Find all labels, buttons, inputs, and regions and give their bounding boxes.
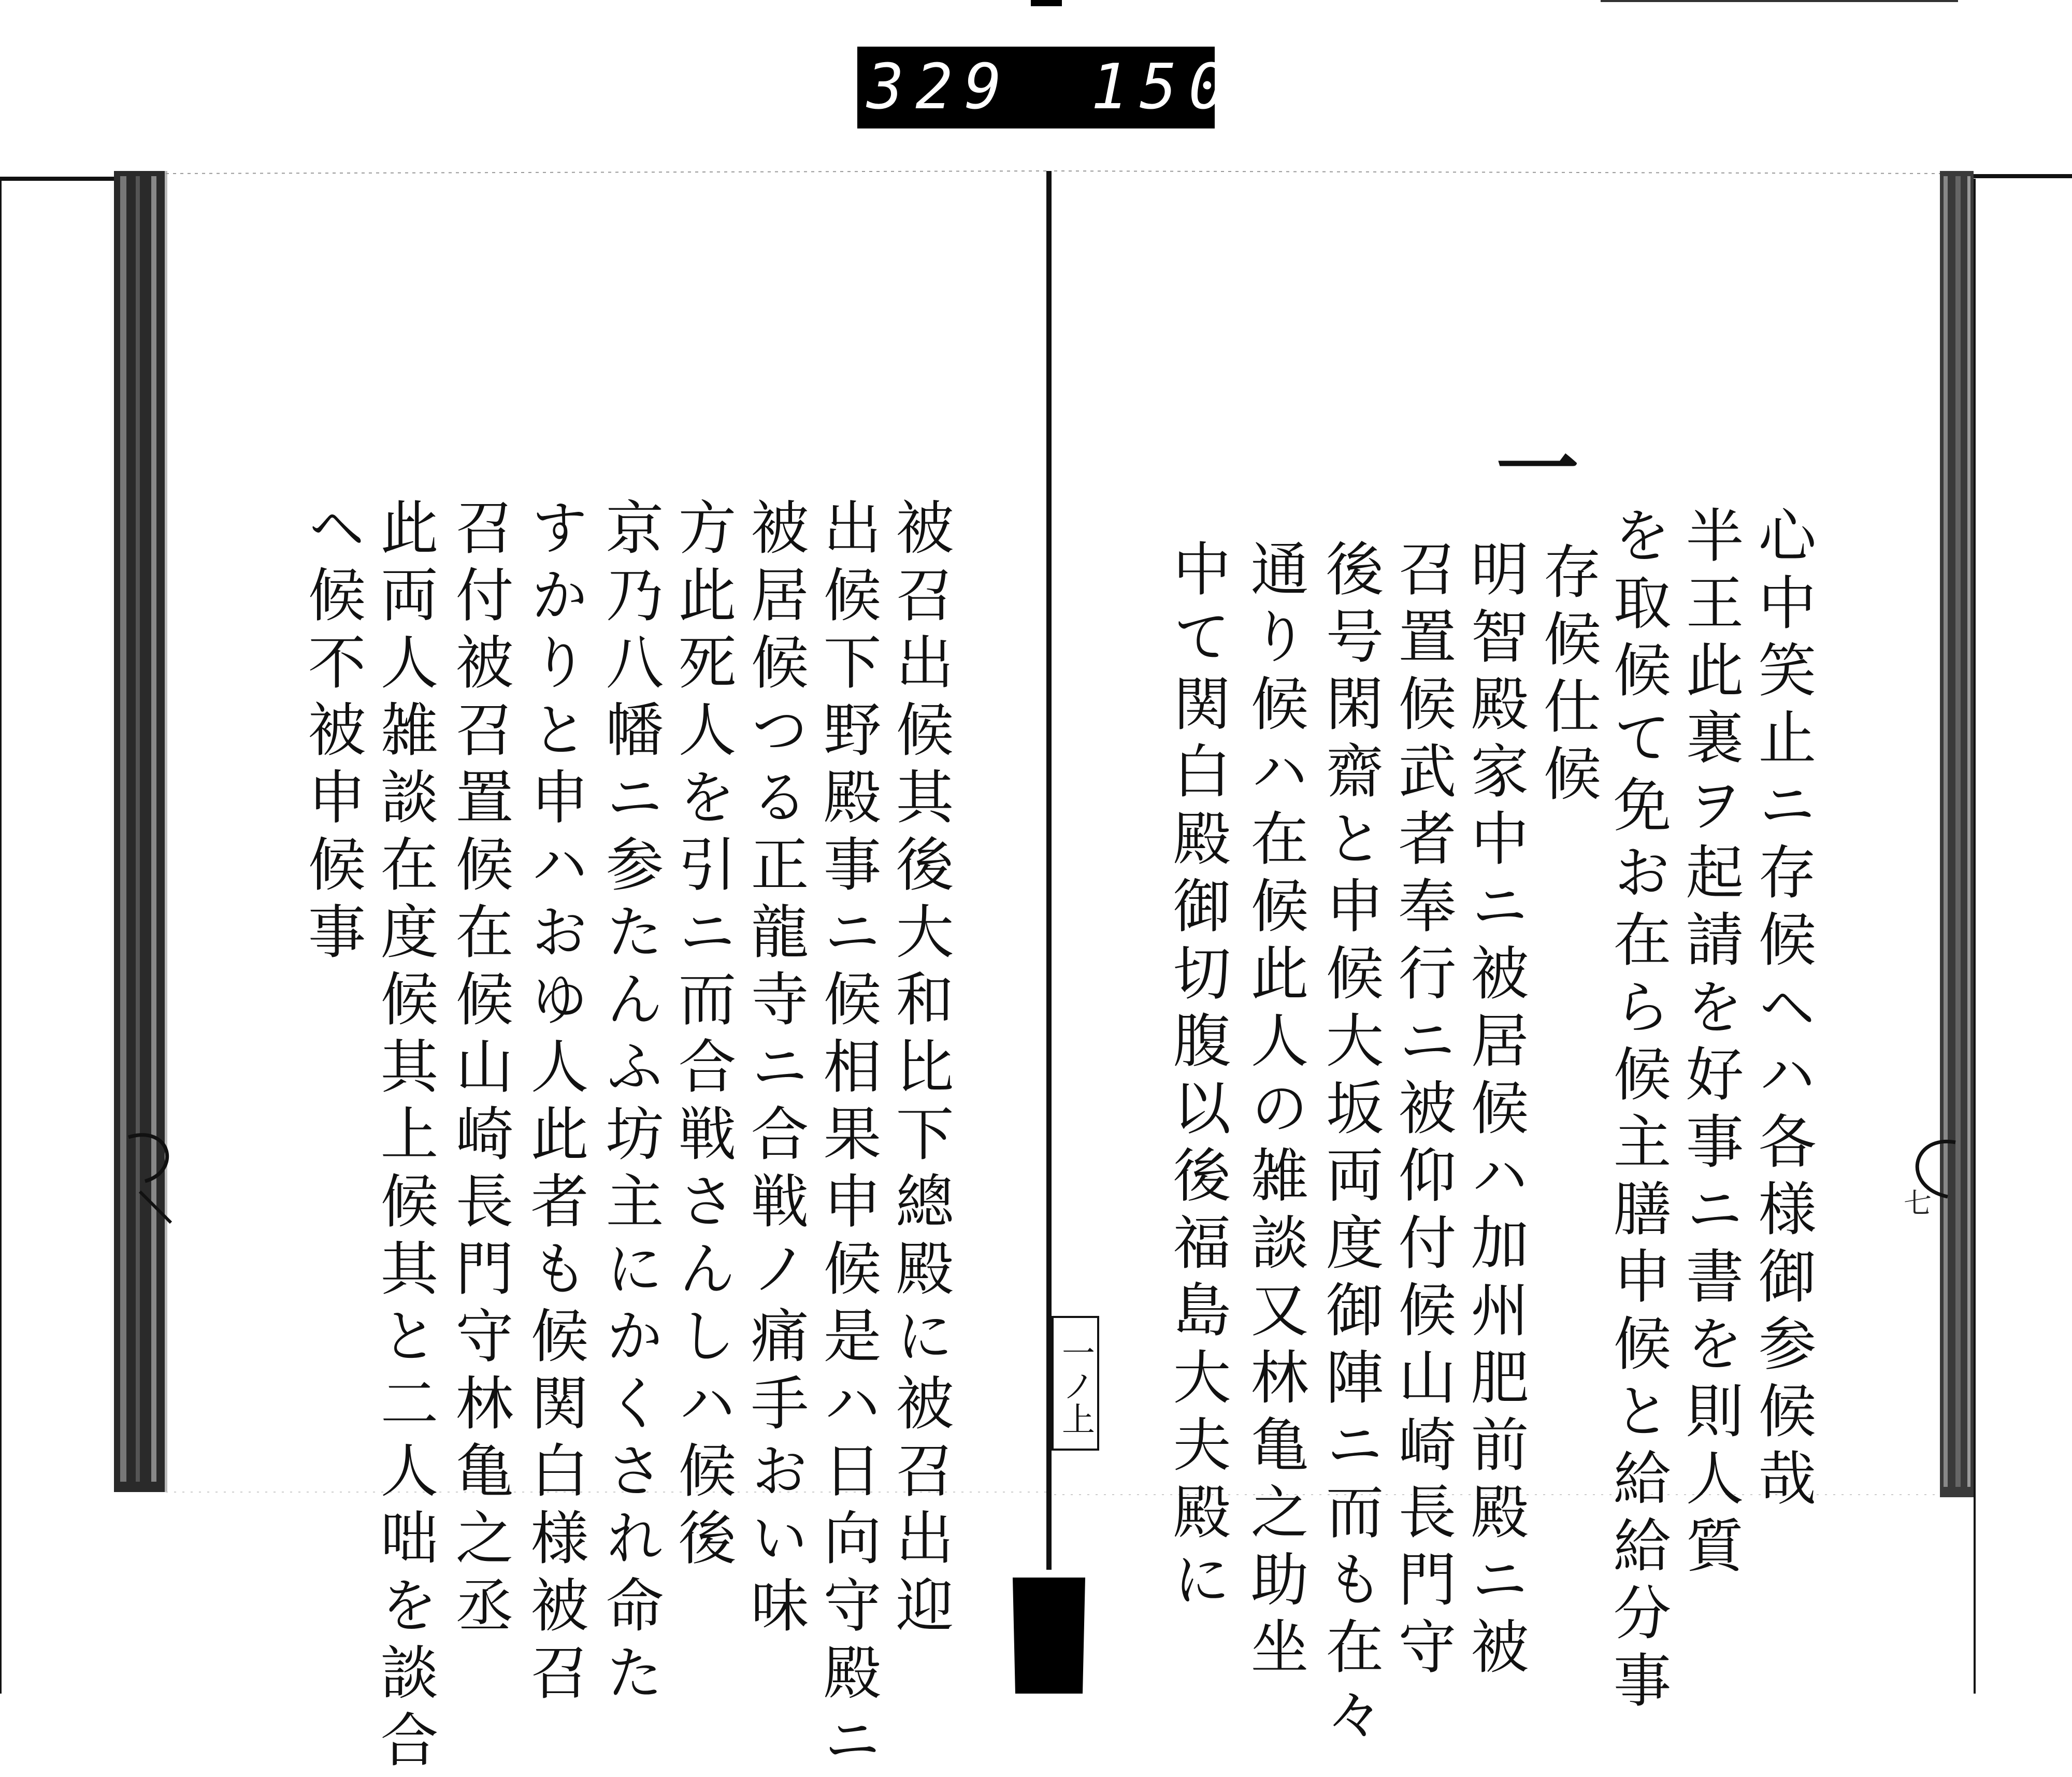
reel-number: 329: [867, 51, 1013, 123]
right-column-2: 半王此裏ヲ起請を好事ニ書を則人質: [1676, 505, 1744, 1583]
folio-label: 一ノ上: [1052, 1316, 1099, 1451]
right-column-5: 明智殿家中ニ被居候ハ加州肥前殿ニ被: [1461, 539, 1529, 1684]
page-number: 七: [1904, 1187, 1932, 1220]
left-column-8: 此両人雑談在度候其上候其と二人咄を談合: [371, 497, 438, 1777]
right-column-7: 後号閑齋と申候大坂両度御陣ニ而も在々: [1316, 539, 1384, 1751]
right-column-8: 通り候ハ在候此人の雑談又林亀之助坐: [1241, 539, 1308, 1684]
right-column-1: 心中笑止ニ存候ヘハ各様御参候哉: [1749, 505, 1816, 1515]
left-column-5: 京乃八幡ニ参たんふ坊主にかくされ命た: [596, 497, 664, 1710]
microfilm-frame-label: [857, 47, 1286, 128]
right-column-4: 存候仕候: [1534, 541, 1601, 811]
right-column-6: 召置候武者奉行ニ被仰付候山崎長門守: [1389, 539, 1456, 1684]
frame-number: 150.: [1090, 51, 1286, 123]
gutter-shadow: [1013, 1578, 1085, 1694]
left-column-7: 召付被召置候在候山崎長門守林亀之丞: [446, 497, 513, 1642]
right-column-9: 中て関白殿御切腹以後福島大夫殿に: [1163, 539, 1231, 1616]
left-column-2: 出候下野殿事ニ候相果申候是ハ日向守殿ニ: [814, 497, 881, 1777]
left-column-4: 方此死人を引ニ而合戦さんしハ候後: [669, 497, 736, 1575]
left-column-6: すかりと申ハおゆ人此者も候関白様被召: [521, 497, 588, 1710]
left-column-9: ヘ候不被申候事: [298, 497, 366, 969]
right-column-3: を取候て免お在ら候主膳申候と給給分事: [1604, 505, 1671, 1717]
left-column-1: 被召出候其後大和比下總殿に被召出迎: [886, 497, 954, 1642]
item-mark: 一: [1482, 425, 1579, 508]
left-column-3: 被居候つる正龍寺ニ合戦ノ痛手おい味: [741, 497, 809, 1642]
